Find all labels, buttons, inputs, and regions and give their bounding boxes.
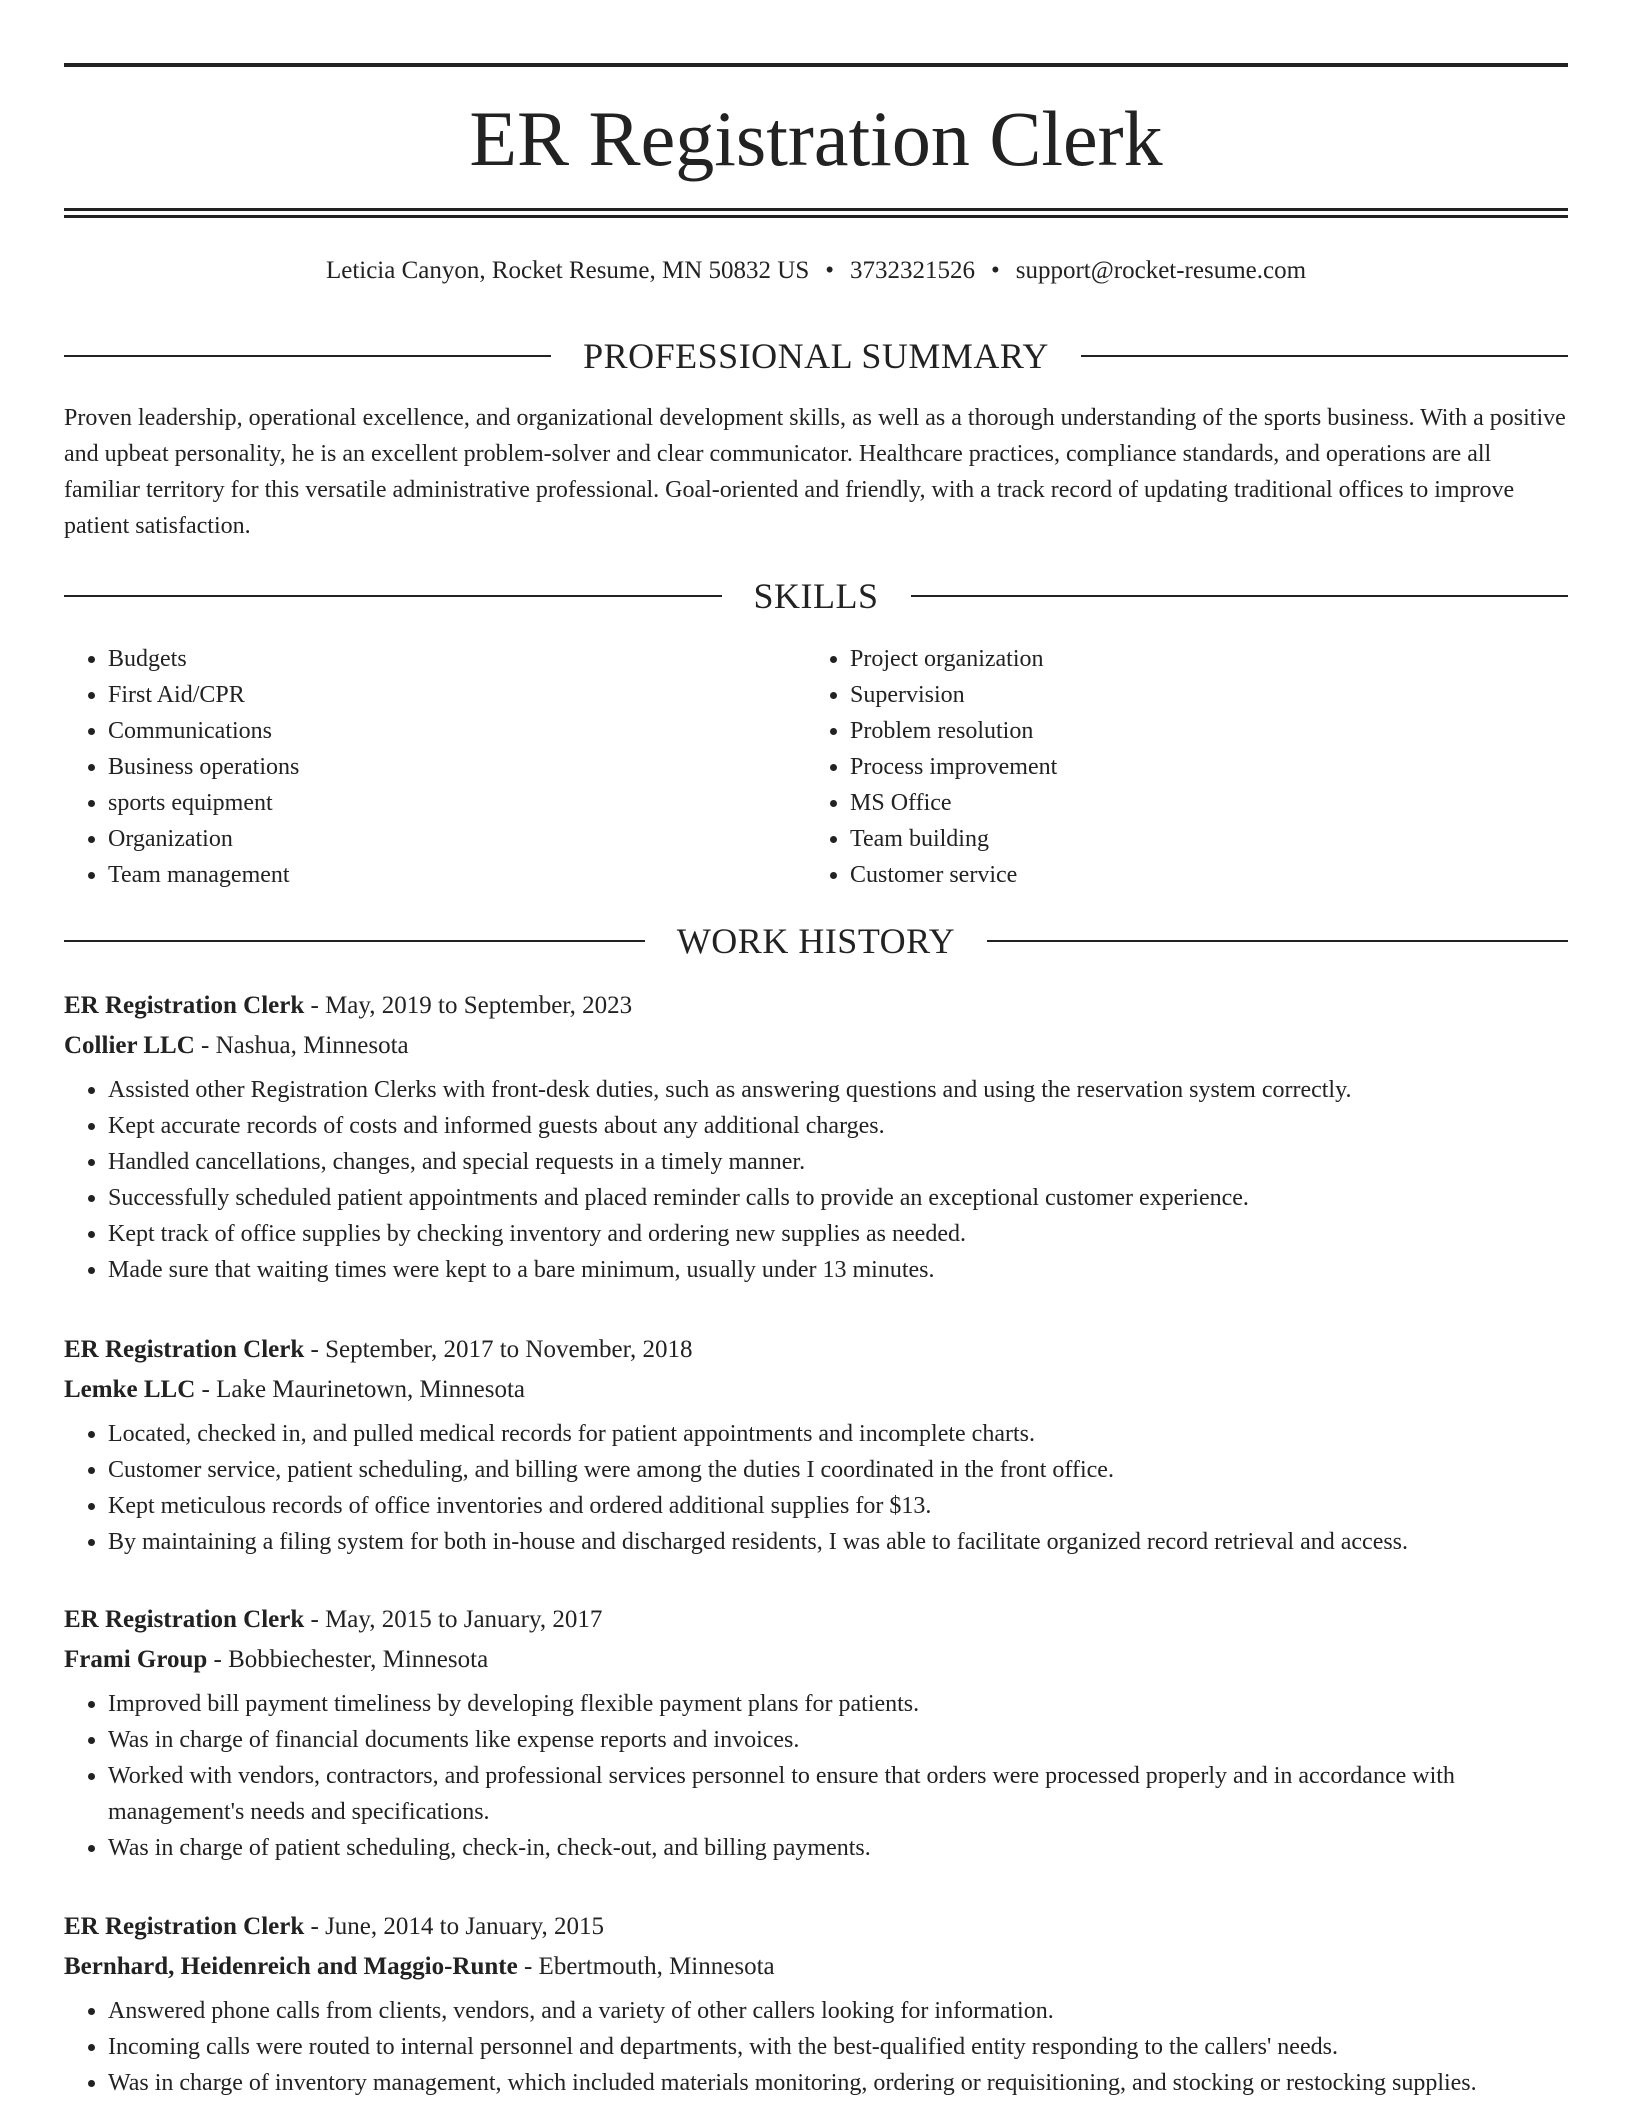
job-company-line — [64, 1026, 1568, 1066]
job-location: - Ebertmouth, Minnesota — [517, 1953, 775, 1980]
contact-email: support@rocket-resume.com — [1015, 257, 1307, 284]
skill-item: • Customer service — [850, 857, 1548, 893]
job-bullets — [64, 1993, 1568, 2101]
job-bullet: • Worked with vendors, contractors, and professional services personnel to ensure that orders were processed properly and in accordance with management's needs and specifications. — [108, 1758, 1568, 1830]
job-dates: - May, 2015 to January, 2017 — [304, 1606, 603, 1633]
contact-separator: • — [990, 257, 1000, 284]
skill-item: • MS Office — [850, 785, 1548, 821]
job-bullet: • Assisted other Registration Clerks with front-desk duties, such as answering questions and using the reservation system correctly. — [108, 1072, 1568, 1108]
job-bullet: • Kept meticulous records of office inventories and ordered additional supplies for $13. — [108, 1488, 1568, 1524]
job-bullet: • Kept accurate records of costs and informed guests about any additional charges. — [108, 1108, 1568, 1144]
skill-item: • Communications — [108, 713, 806, 749]
contact-separator: • — [825, 257, 834, 284]
job-title: ER Registration Clerk — [64, 1606, 305, 1633]
skills-column-left — [64, 641, 806, 893]
job-title-line — [64, 1600, 1568, 1640]
job-title: ER Registration Clerk — [64, 1913, 305, 1940]
job-company: Collier LLC — [64, 1032, 195, 1059]
heading-rule-left — [64, 940, 645, 942]
skill-item: • Organization — [108, 821, 806, 857]
contact-phone: 3732321526 — [849, 257, 975, 284]
job-title: ER Registration Clerk — [64, 1336, 305, 1363]
job-entry — [64, 986, 1568, 1288]
section-heading-skills — [64, 574, 1568, 618]
section-title: SKILLS — [753, 576, 879, 616]
skill-item: • Business operations — [108, 749, 806, 785]
skill-item: • Team management — [108, 857, 806, 893]
skill-item: • Supervision — [850, 677, 1548, 713]
job-title: ER Registration Clerk — [64, 992, 305, 1019]
job-entry — [64, 1600, 1568, 1866]
job-bullet: • Made sure that waiting times were kept to a bare minimum, usually under 13 minutes. — [108, 1252, 1568, 1288]
job-dates: - May, 2019 to September, 2023 — [304, 992, 633, 1019]
heading-rule-right — [1081, 355, 1568, 357]
section-title: WORK HISTORY — [676, 921, 956, 961]
job-location: - Nashua, Minnesota — [194, 1032, 409, 1059]
header-double-rule — [64, 208, 1568, 218]
heading-rule-left — [64, 595, 722, 597]
job-bullet: • Incoming calls were routed to internal personnel and departments, with the best-qualified entity responding to the callers' needs. — [108, 2029, 1568, 2065]
job-bullet: • Located, checked in, and pulled medical records for patient appointments and incomplete charts. — [108, 1416, 1568, 1452]
job-title-line — [64, 1907, 1568, 1947]
job-location: - Bobbiechester, Minnesota — [207, 1646, 489, 1673]
skill-item: • First Aid/CPR — [108, 677, 806, 713]
skill-item: • Process improvement — [850, 749, 1548, 785]
job-entry — [64, 1907, 1568, 2101]
job-title-line — [64, 986, 1568, 1026]
job-location: - Lake Maurinetown, Minnesota — [195, 1376, 526, 1403]
job-bullet: • Kept track of office supplies by checking inventory and ordering new supplies as needed. — [108, 1216, 1568, 1252]
job-bullet: • Successfully scheduled patient appointments and placed reminder calls to provide an exceptional customer experience. — [108, 1180, 1568, 1216]
job-bullet: • Was in charge of patient scheduling, check-in, check-out, and billing payments. — [108, 1830, 1568, 1866]
job-bullets — [64, 1072, 1568, 1288]
skills-column-right — [806, 641, 1548, 893]
resume-title: ER Registration Clerk — [469, 95, 1163, 182]
section-heading-work-history — [64, 919, 1568, 963]
job-bullet: • By maintaining a filing system for both in-house and discharged residents, I was able to facilitate organized record retrieval and access. — [108, 1524, 1568, 1560]
summary-text: Proven leadership, operational excellence, and organizational development skills, as well as a thorough understanding of the sports business. With a positive and upbeat personality, he is an excellent problem-solver and clear communicator. Healthcare practices, compliance standards, and operations are all familiar territory for this versatile administrative professional. Goal-oriented and friendly, with a track record of updating traditional offices to improve patient satisfaction. — [64, 405, 1566, 539]
job-bullet: • Customer service, patient scheduling, and billing were among the duties I coordinated in the front office. — [108, 1452, 1568, 1488]
job-bullet: • Was in charge of inventory management, which included materials monitoring, ordering or requisitioning, and stocking or restocking supplies. — [108, 2065, 1568, 2101]
job-company: Lemke LLC — [64, 1376, 196, 1403]
skill-item: • Problem resolution — [850, 713, 1548, 749]
heading-rule-right — [987, 940, 1568, 942]
contact-line — [64, 254, 1568, 288]
job-company-line — [64, 1640, 1568, 1680]
job-company-line — [64, 1947, 1568, 1987]
job-entry — [64, 1330, 1568, 1560]
skills-list — [64, 641, 1568, 893]
job-bullets — [64, 1416, 1568, 1560]
skill-item: • sports equipment — [108, 785, 806, 821]
job-bullet: • Was in charge of financial documents like expense reports and invoices. — [108, 1722, 1568, 1758]
skill-item: • Budgets — [108, 641, 806, 677]
section-title: PROFESSIONAL SUMMARY — [583, 336, 1049, 376]
header-top-rule — [64, 63, 1568, 67]
job-bullet: • Improved bill payment timeliness by developing flexible payment plans for patients. — [108, 1686, 1568, 1722]
job-bullet: • Handled cancellations, changes, and special requests in a timely manner. — [108, 1144, 1568, 1180]
job-company: Frami Group — [64, 1646, 208, 1673]
job-title-line — [64, 1330, 1568, 1370]
job-company: Bernhard, Heidenreich and Maggio-Runte — [64, 1953, 518, 1980]
section-heading-summary — [64, 334, 1568, 378]
job-bullets — [64, 1686, 1568, 1866]
job-company-line — [64, 1370, 1568, 1410]
heading-rule-left — [64, 355, 551, 357]
job-dates: - September, 2017 to November, 2018 — [304, 1336, 693, 1363]
job-dates: - June, 2014 to January, 2015 — [304, 1913, 604, 1940]
contact-address: Leticia Canyon, Rocket Resume, MN 50832 US — [325, 257, 810, 284]
skill-item: • Project organization — [850, 641, 1548, 677]
skill-item: • Team building — [850, 821, 1548, 857]
job-bullet: • Answered phone calls from clients, vendors, and a variety of other callers looking for information. — [108, 1993, 1568, 2029]
heading-rule-right — [911, 595, 1569, 597]
